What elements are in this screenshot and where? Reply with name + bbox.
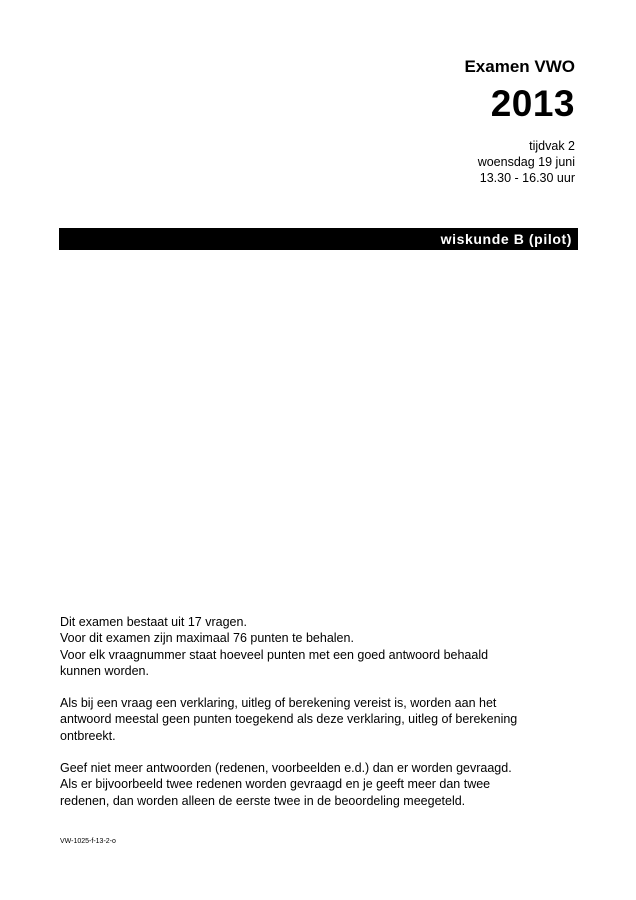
document-code: VW-1025-f-13-2-o: [60, 838, 116, 845]
instruction-line: Geef niet meer antwoorden (redenen, voorbeelden e.d.) dan er worden gevraagd.: [60, 761, 512, 776]
instruction-line: antwoord meestal geen punten toegekend als deze verklaring, uitleg of berekening: [60, 712, 518, 727]
instruction-line: Voor elk vraagnummer staat hoeveel punten met een goed antwoord behaald: [60, 647, 489, 662]
instruction-paragraph: [60, 614, 560, 679]
instruction-line: Als er bijvoorbeeld twee redenen worden gevraagd en je geeft meer dan twee: [60, 777, 491, 792]
instruction-line: kunnen worden.: [60, 663, 149, 678]
exam-header: [464, 56, 575, 186]
instruction-line: Als bij een vraag een verklaring, uitleg of berekening vereist is, worden aan het: [60, 696, 497, 711]
instructions: [60, 614, 560, 825]
exam-title: Examen VWO: [464, 57, 575, 76]
instruction-line: redenen, dan worden alleen de eerste twee in de beoordeling meegeteld.: [60, 793, 466, 808]
session-time: 13.30 - 16.30 uur: [479, 171, 575, 185]
subject-bar: wiskunde B (pilot): [59, 228, 578, 250]
exam-session: [464, 138, 575, 186]
instruction-line: ontbreekt.: [60, 728, 116, 743]
session-date: woensdag 19 juni: [477, 155, 575, 169]
instruction-line: Voor dit examen zijn maximaal 76 punten te behalen.: [60, 631, 354, 646]
session-period: tijdvak 2: [529, 139, 575, 153]
instruction-paragraph: [60, 695, 560, 744]
exam-year: 2013: [490, 83, 575, 124]
instruction-line: Dit examen bestaat uit 17 vragen.: [60, 615, 247, 629]
instruction-paragraph: [60, 760, 560, 809]
